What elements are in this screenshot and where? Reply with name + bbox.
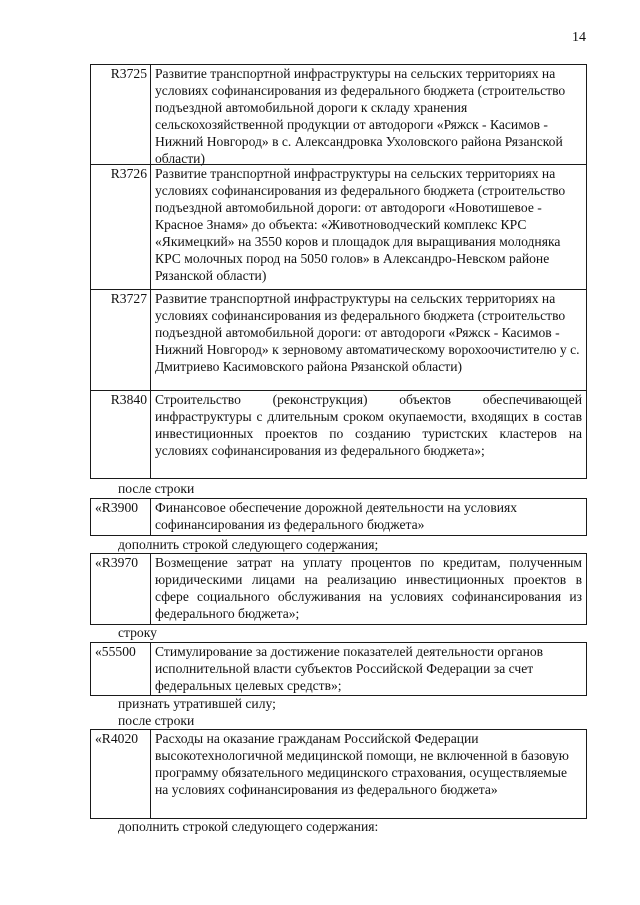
row-description: Стимулирование за достижение показателей деятельности органов исполнительной власти субъектов Российской Федерации за счет федеральных целевых средств»; [155,644,544,693]
row-code: R3727 [91,290,151,390]
table-row [90,391,587,479]
row-description: Развитие транспортной инфраструктуры на сельских территориях на условиях софинансирования из федерального бюджета (строительство подъездной автомобильной дороги: от автодороги «Новотишевое - Красное Знамя» до объекта: «Животноводческий комплекс КРС «Якимецкий» на 3550 коров и площадок для выращивания молодняка КРС молочных пород на 5050 голов» в Александро-Невском районе Рязанской области) [155,166,566,283]
block-r3900 [90,498,587,536]
row-code: R3840 [91,391,151,478]
row-description: Развитие транспортной инфраструктуры на сельских территориях на условиях софинансирования из федерального бюджета (строительство подъездной автомобильной дороги к складу хранения сельскохозяйственной продукции от автодороги «Ряжск - Касимов - Нижний Новгород» в с. Александровка Ухоловского района Рязанской области) [155,66,566,166]
connector-the-row: строку [118,625,157,640]
row-code: R3726 [91,165,151,289]
block-r4020 [90,729,587,819]
row-code: «R4020 [91,730,151,818]
page-number: 14 [572,30,586,45]
row-description: Строительство (реконструкция) объектов обеспечивающей инфраструктуры с длительным сроком окупаемости, входящих в состав инвестиционных проектов по созданию туристских кластеров на условиях софинансирования из федерального бюджета»; [155,392,582,458]
block-r3970 [90,553,587,625]
row-description: Возмещение затрат на уплату процентов по кредитам, полученным юридическими лицами на реализацию инвестиционных проектов в сфере социального обслуживания на условиях софинансирования из федерального бюджета»; [155,555,582,621]
connector-add-row: дополнить строкой следующего содержания; [118,537,379,552]
row-code: «55500 [91,643,151,695]
connector-after-row: после строки [118,713,195,728]
block-55500 [90,642,587,696]
table-row [90,290,587,391]
row-description: Расходы на оказание гражданам Российской Федерации высокотехнологичной медицинской помощи, не включенной в базовую программу обязательного медицинского страхования, осуществляемые на условиях софинансирования из федерального бюджета» [155,731,569,797]
row-code: R3725 [91,65,151,164]
row-description: Развитие транспортной инфраструктуры на сельских территориях на условиях софинансирования из федерального бюджета (строительство подъездной автомобильной дороги: от автодороги «Ряжск - Касимов - Нижний Новгород» к зерновому автоматическому ворохоочистителю у с. Дмитриево Касимовского района Рязанской области) [155,291,580,374]
row-code: «R3900 [91,499,151,535]
connector-after-row: после строки [118,481,195,496]
connector-add-row: дополнить строкой следующего содержания: [118,819,379,834]
row-description: Финансовое обеспечение дорожной деятельности на условиях софинансирования из федерального бюджета» [155,500,518,532]
table-row [90,64,587,165]
connector-declare-invalid: признать утратившей силу; [118,696,276,711]
table-row [90,165,587,290]
row-code: «R3970 [91,554,151,624]
